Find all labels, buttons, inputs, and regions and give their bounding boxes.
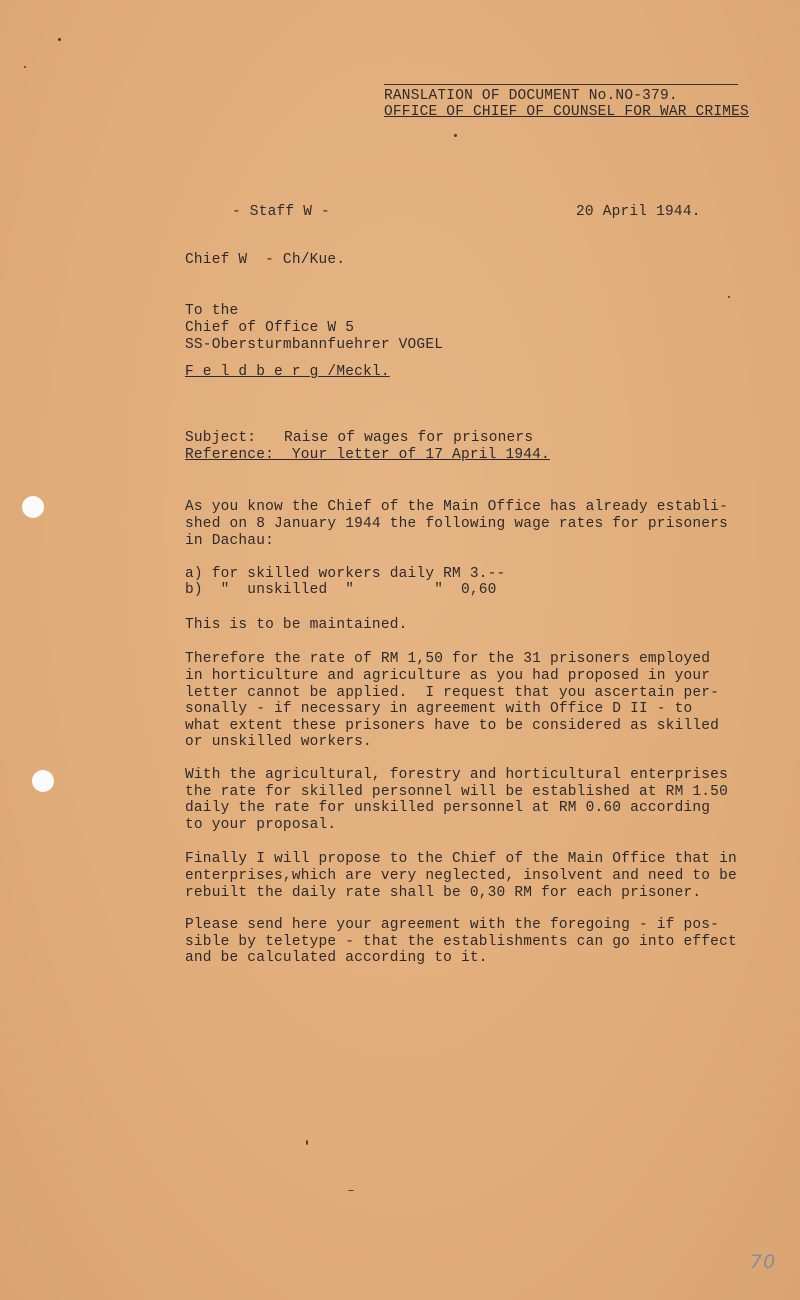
body-line: As you know the Chief of the Main Office has already establi-	[185, 499, 728, 515]
rate-unskilled: b) " unskilled " " 0,60	[185, 582, 497, 598]
body-line: sonally - if necessary in agreement with Office D II - to	[185, 701, 693, 717]
punch-hole-bottom	[32, 770, 54, 792]
body-line: and be calculated according to it.	[185, 950, 488, 966]
paper-speck	[454, 134, 457, 137]
body-line: Therefore the rate of RM 1,50 for the 31 prisoners employed	[185, 651, 711, 667]
page-number: 70	[750, 1251, 777, 1273]
paragraph-2: This is to be maintained.	[185, 617, 408, 633]
body-line: enterprises,which are very neglected, insolvent and need to be	[185, 868, 737, 884]
reference-line: Reference: Your letter of 17 April 1944.	[185, 447, 550, 463]
body-line: shed on 8 January 1944 the following wage rates for prisoners	[185, 516, 728, 532]
body-line: letter cannot be applied. I request that you ascertain per-	[185, 685, 720, 701]
header-office-line: OFFICE OF CHIEF OF COUNSEL FOR WAR CRIMES	[384, 104, 749, 120]
body-line: to your proposal.	[185, 817, 337, 833]
paper-speck	[728, 296, 730, 298]
body-line: Please send here your agreement with the foregoing - if pos-	[185, 917, 720, 933]
body-line: sible by teletype - that the establishments can go into effect	[185, 934, 737, 950]
header-rule	[384, 84, 738, 85]
punch-hole-top	[22, 496, 44, 518]
rate-skilled: a) for skilled workers daily RM 3.--	[185, 566, 506, 582]
subject-text: Raise of wages for prisoners	[284, 430, 534, 446]
paper-speck	[306, 1140, 308, 1145]
body-line: in Dachau:	[185, 533, 275, 549]
address-name: SS-Obersturmbannfuehrer VOGEL	[185, 337, 444, 353]
paper-speck	[24, 66, 26, 68]
sender-reference: Chief W - Ch/Kue.	[185, 252, 346, 268]
staff-heading: - Staff W -	[232, 204, 330, 220]
body-line: the rate for skilled personnel will be established at RM 1.50	[185, 784, 728, 800]
body-line: With the agricultural, forestry and horticultural enterprises	[185, 767, 728, 783]
address-to: To the	[185, 303, 239, 319]
body-line: what extent these prisoners have to be considered as skilled	[185, 718, 720, 734]
address-office: Chief of Office W 5	[185, 320, 355, 336]
paper-speck	[58, 38, 61, 41]
header-translation-line: RANSLATION OF DOCUMENT No.NO-379.	[384, 88, 678, 104]
subject-label: Subject:	[185, 430, 257, 446]
address-place: F e l d b e r g /Meckl.	[185, 364, 390, 380]
body-line: daily the rate for unskilled personnel at RM 0.60 according	[185, 800, 711, 816]
body-line: Finally I will propose to the Chief of the Main Office that in	[185, 851, 737, 867]
body-line: in horticulture and agriculture as you had proposed in your	[185, 668, 711, 684]
paper-speck	[348, 1190, 354, 1191]
body-line: rebuilt the daily rate shall be 0,30 RM for each prisoner.	[185, 885, 702, 901]
body-line: or unskilled workers.	[185, 734, 372, 750]
letter-date: 20 April 1944.	[576, 204, 701, 220]
